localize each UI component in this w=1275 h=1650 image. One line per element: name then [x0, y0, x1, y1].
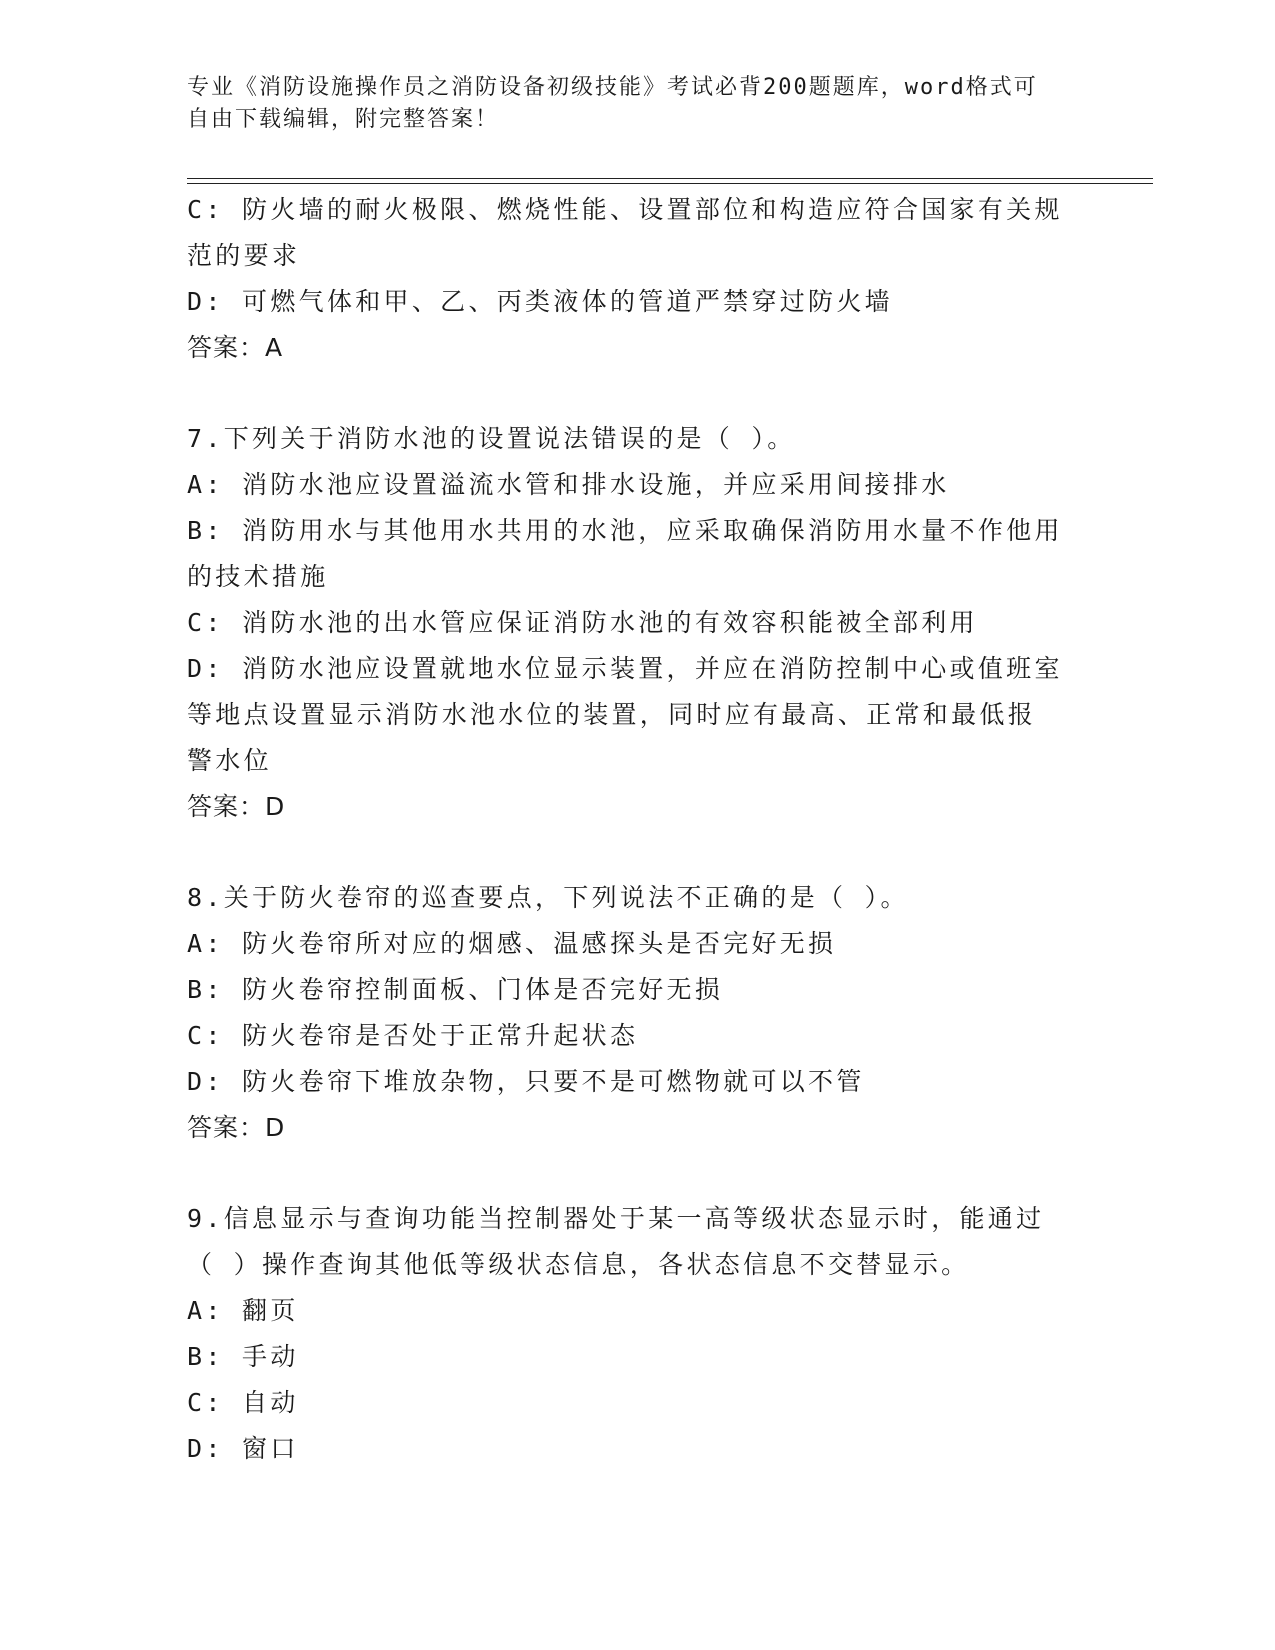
- option-d-line-2: 等地点设置显示消防水池水位的装置，同时应有最高、正常和最低报: [187, 700, 1037, 729]
- spacer: [187, 1151, 1077, 1196]
- option-d-line-1: D: 消防水池应设置就地水位显示装置，并应在消防控制中心或值班室: [187, 654, 1063, 683]
- option-a: A: 翻页: [187, 1296, 299, 1325]
- option-c: C: 消防水池的出水管应保证消防水池的有效容积能被全部利用: [187, 608, 978, 637]
- question-content: [187, 187, 1077, 1472]
- question-9: [187, 1196, 1077, 1472]
- question-7: [187, 416, 1077, 830]
- header-line-1: 专业《消防设施操作员之消防设备初级技能》考试必背200题题库，word格式可: [187, 75, 1038, 100]
- spacer: [187, 830, 1077, 875]
- spacer: [187, 371, 1077, 416]
- option-c: C: 自动: [187, 1388, 299, 1417]
- option-b: B: 手动: [187, 1342, 299, 1371]
- header-rule-top: [187, 178, 1153, 179]
- question-stem-line-1: 9.信息显示与查询功能当控制器处于某一高等级状态显示时，能通过: [187, 1204, 1045, 1233]
- option-c: C: 防火卷帘是否处于正常升起状态: [187, 1021, 639, 1050]
- option-b: B: 防火卷帘控制面板、门体是否完好无损: [187, 975, 724, 1004]
- option-c-line-1: C: 防火墙的耐火极限、燃烧性能、设置部位和构造应符合国家有关规: [187, 195, 1063, 224]
- header-line-2: 自由下载编辑，附完整答案！: [187, 107, 500, 132]
- option-a: A: 消防水池应设置溢流水管和排水设施，并应采用间接排水: [187, 470, 950, 499]
- option-a: A: 防火卷帘所对应的烟感、温感探头是否完好无损: [187, 929, 837, 958]
- option-d: D: 窗口: [187, 1434, 299, 1463]
- option-c-line-2: 范的要求: [187, 241, 301, 270]
- question-stem-line-2: （ ）操作查询其他低等级状态信息，各状态信息不交替显示。: [187, 1250, 970, 1279]
- question-6: [187, 187, 1077, 371]
- answer: 答案：D: [187, 1113, 286, 1142]
- question-stem: 8.关于防火卷帘的巡查要点，下列说法不正确的是（ ）。: [187, 883, 909, 912]
- option-d: D: 防火卷帘下堆放杂物，只要不是可燃物就可以不管: [187, 1067, 865, 1096]
- option-d: D: 可燃气体和甲、乙、丙类液体的管道严禁穿过防火墙: [187, 287, 893, 316]
- option-b-line-1: B: 消防用水与其他用水共用的水池，应采取确保消防用水量不作他用: [187, 516, 1063, 545]
- option-b-line-2: 的技术措施: [187, 562, 329, 591]
- document-header: [187, 72, 1067, 136]
- header-rule-bottom: [187, 183, 1153, 184]
- question-stem: 7.下列关于消防水池的设置说法错误的是（ ）。: [187, 424, 796, 453]
- question-8: [187, 875, 1077, 1151]
- answer: 答案：D: [187, 792, 286, 821]
- answer: 答案：A: [187, 333, 284, 362]
- option-d-line-3: 警水位: [187, 746, 272, 775]
